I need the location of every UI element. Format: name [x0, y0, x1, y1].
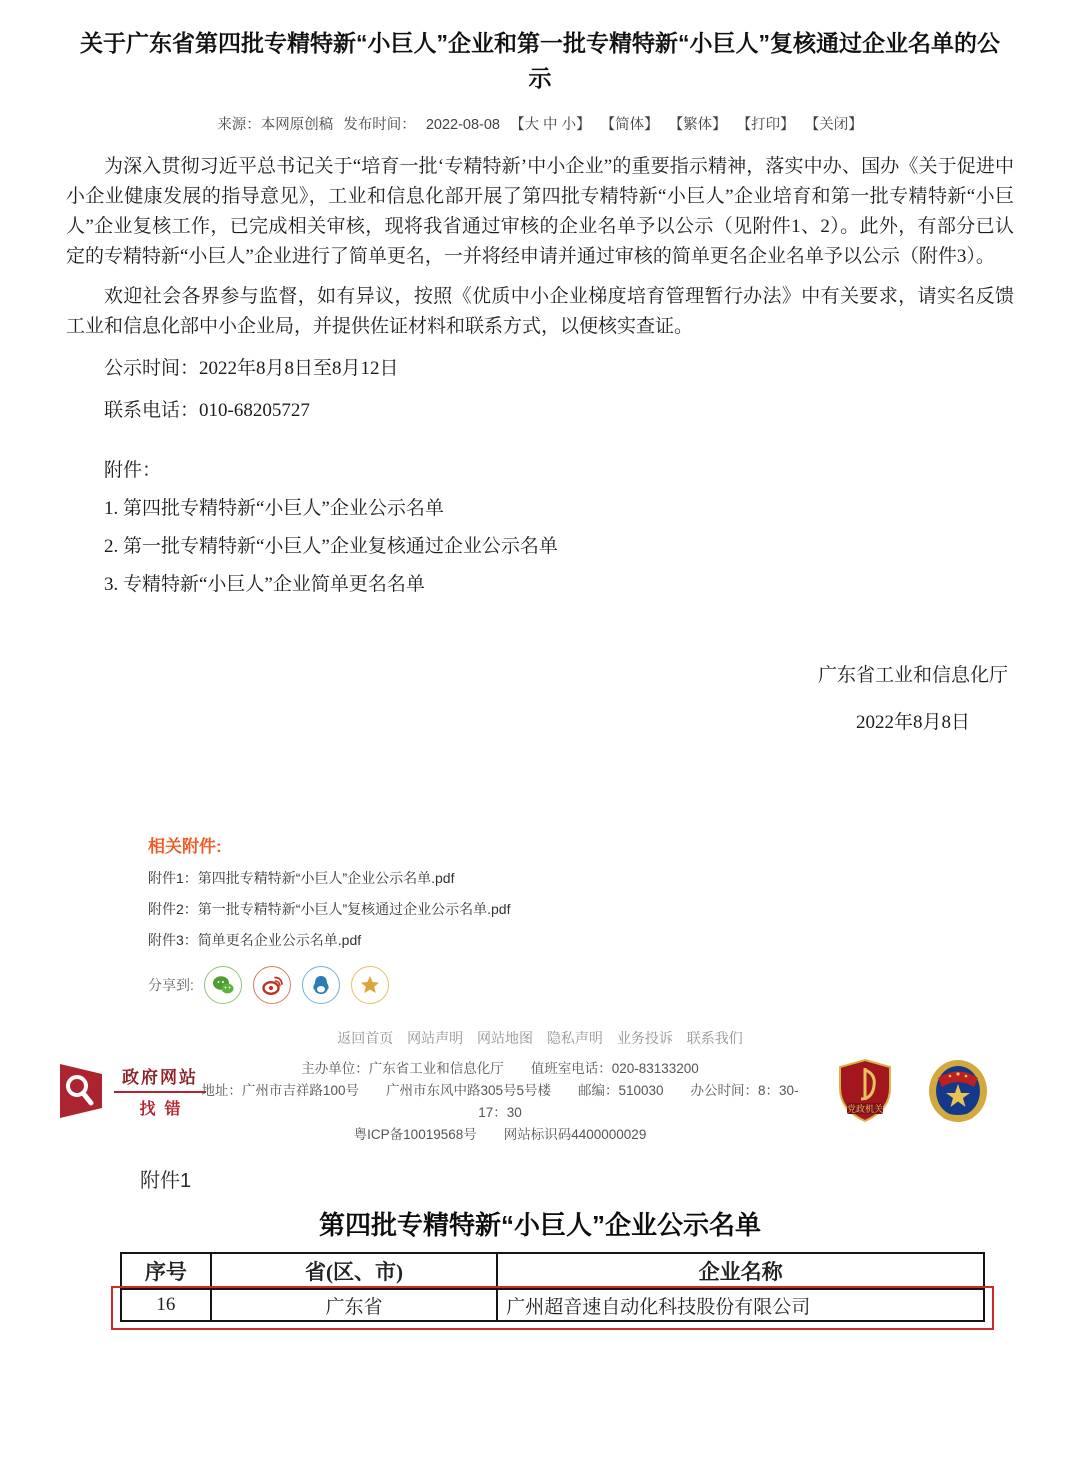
attachment-item-3: 3. 专精特新“小巨人”企业简单更名名单 [104, 574, 425, 595]
share-label: 分享到: [148, 977, 194, 993]
page-title: 关于广东省第四批专精特新“小巨人”企业和第一批专精特新“小巨人”复核通过企业名单的公示 [80, 30, 1000, 91]
annex-label: 附件1 [140, 1170, 192, 1192]
pdf-link-1-name: 第四批专精特新“小巨人”企业公示名单.pdf [197, 870, 455, 886]
simplified-button[interactable]: 【简体】 [600, 117, 659, 133]
attachment-item-1: 1. 第四批专精特新“小巨人”企业公示名单 [104, 498, 444, 519]
gov-logo-line2: 找错 [139, 1101, 190, 1118]
annex-table [120, 1252, 985, 1322]
pdf-link-1[interactable] [148, 870, 454, 886]
wechat-share-icon[interactable] [204, 966, 242, 1004]
footer-nav [0, 1028, 1080, 1048]
nav-site-statement[interactable]: 网站声明 [407, 1030, 464, 1046]
cell-company: 广州超音速自动化科技股份有限公司 [497, 1289, 984, 1321]
footer-host-line: 主办单位：广东省工业和信息化厅 值班室电话：020-83133200 [301, 1061, 699, 1076]
pdf-link-3-name: 简单更名企业公示名单.pdf [197, 932, 362, 948]
pdf-link-2-name: 第一批专精特新“小巨人”复核通过企业公示名单.pdf [197, 901, 511, 917]
pdf-link-3[interactable] [148, 932, 361, 948]
magnifier-flag-icon [58, 1060, 104, 1122]
cell-no: 16 [121, 1289, 211, 1321]
col-header-company: 企业名称 [497, 1253, 984, 1289]
close-button[interactable]: 【关闭】 [804, 117, 863, 133]
gov-logo-line1: 政府网站 [122, 1068, 198, 1087]
gov-site-error-report-logo[interactable] [58, 1060, 208, 1122]
table-row [121, 1289, 984, 1321]
qzone-share-icon[interactable] [351, 966, 389, 1004]
footer-text [190, 1058, 810, 1146]
contact-phone: 联系电话：010-68205727 [104, 400, 310, 421]
col-header-province: 省(区、市) [211, 1253, 497, 1289]
signature-org: 广东省工业和信息化厅 [817, 665, 1008, 686]
pdf-link-2[interactable] [148, 901, 510, 917]
meta-bar [0, 113, 1080, 134]
publicity-time: 公示时间：2022年8月8日至8月12日 [104, 358, 399, 379]
annex-table-wrap [120, 1252, 985, 1322]
related-attachments-heading: 相关附件: [148, 837, 222, 856]
paragraph-1: 为深入贯彻习近平总书记关于“培育一批‘专精特新’中小企业”的重要指示精神，落实中办、国办《关于促进中小企业健康发展的指导意见》，工业和信息化部开展了第四批专精特新“小巨人”企业培育和第一批专精特新“小巨人”企业复核工作，已完成相关审核，现将我省通过审核的企业名单予以公示（见附件1、2）。此外，有部分已认定的专精特新“小巨人”企业进行了简单更名，一并将经申请并通过审核的简单更名企业名单予以公示（附件3）。 [66, 156, 1014, 267]
nav-home[interactable]: 返回首页 [337, 1030, 394, 1046]
attachments-label: 附件： [104, 460, 162, 481]
nav-privacy[interactable]: 隐私声明 [546, 1030, 603, 1046]
traditional-button[interactable]: 【繁体】 [668, 117, 727, 133]
print-button[interactable]: 【打印】 [736, 117, 795, 133]
col-header-no: 序号 [121, 1253, 211, 1289]
footer-address-line: 地址：广州市吉祥路100号 广州市东风中路305号5号楼 邮编：510030 办公时间：8：30-17：30 [201, 1083, 799, 1120]
qq-share-icon[interactable] [302, 966, 340, 1004]
related-file-row [148, 868, 510, 888]
document-body [66, 152, 1014, 734]
pdf-link-3-label: 附件3： [148, 932, 198, 948]
annex-section [0, 1164, 1080, 1322]
signature-date: 2022年8月8日 [855, 712, 970, 733]
signature-block [66, 660, 1014, 734]
publish-label: 发布时间： [343, 117, 416, 133]
announcement-page [0, 26, 1080, 1466]
weibo-share-icon[interactable] [253, 966, 291, 1004]
publish-date: 2022-08-08 [425, 117, 500, 133]
nav-sitemap[interactable]: 网站地图 [477, 1030, 534, 1046]
table-header-row [121, 1253, 984, 1289]
related-attachments-section [148, 832, 510, 1004]
paragraph-2: 欢迎社会各界参与监督，如有异议，按照《优质中小企业梯度培育管理暂行办法》中有关要求，请实名反馈工业和信息化部中小企业局，并提供佐证材料和联系方式，以便核实查证。 [66, 286, 1014, 337]
party-government-badge[interactable] [836, 1058, 894, 1129]
share-row [148, 966, 510, 1004]
pdf-link-1-label: 附件1： [148, 870, 198, 886]
footer-icp-line: 粤ICP备10019568号 网站标识码4400000029 [353, 1127, 647, 1142]
related-file-row [148, 899, 510, 919]
police-badge[interactable] [926, 1058, 990, 1129]
related-file-row [148, 930, 510, 950]
svg-text:党政机关: 党政机关 [846, 1104, 884, 1114]
font-size-control[interactable]: 【大 中 小】 [510, 117, 591, 133]
nav-contact[interactable]: 联系我们 [686, 1030, 743, 1046]
source-label: 来源：本网原创稿 [217, 117, 334, 133]
cell-province: 广东省 [211, 1289, 497, 1321]
pdf-link-2-label: 附件2： [148, 901, 198, 917]
footer-info [0, 1058, 1080, 1142]
annex-table-title: 第四批专精特新“小巨人”企业公示名单 [318, 1210, 761, 1240]
attachment-item-2: 2. 第一批专精特新“小巨人”企业复核通过企业公示名单 [104, 536, 558, 557]
nav-complaints[interactable]: 业务投诉 [616, 1030, 673, 1046]
